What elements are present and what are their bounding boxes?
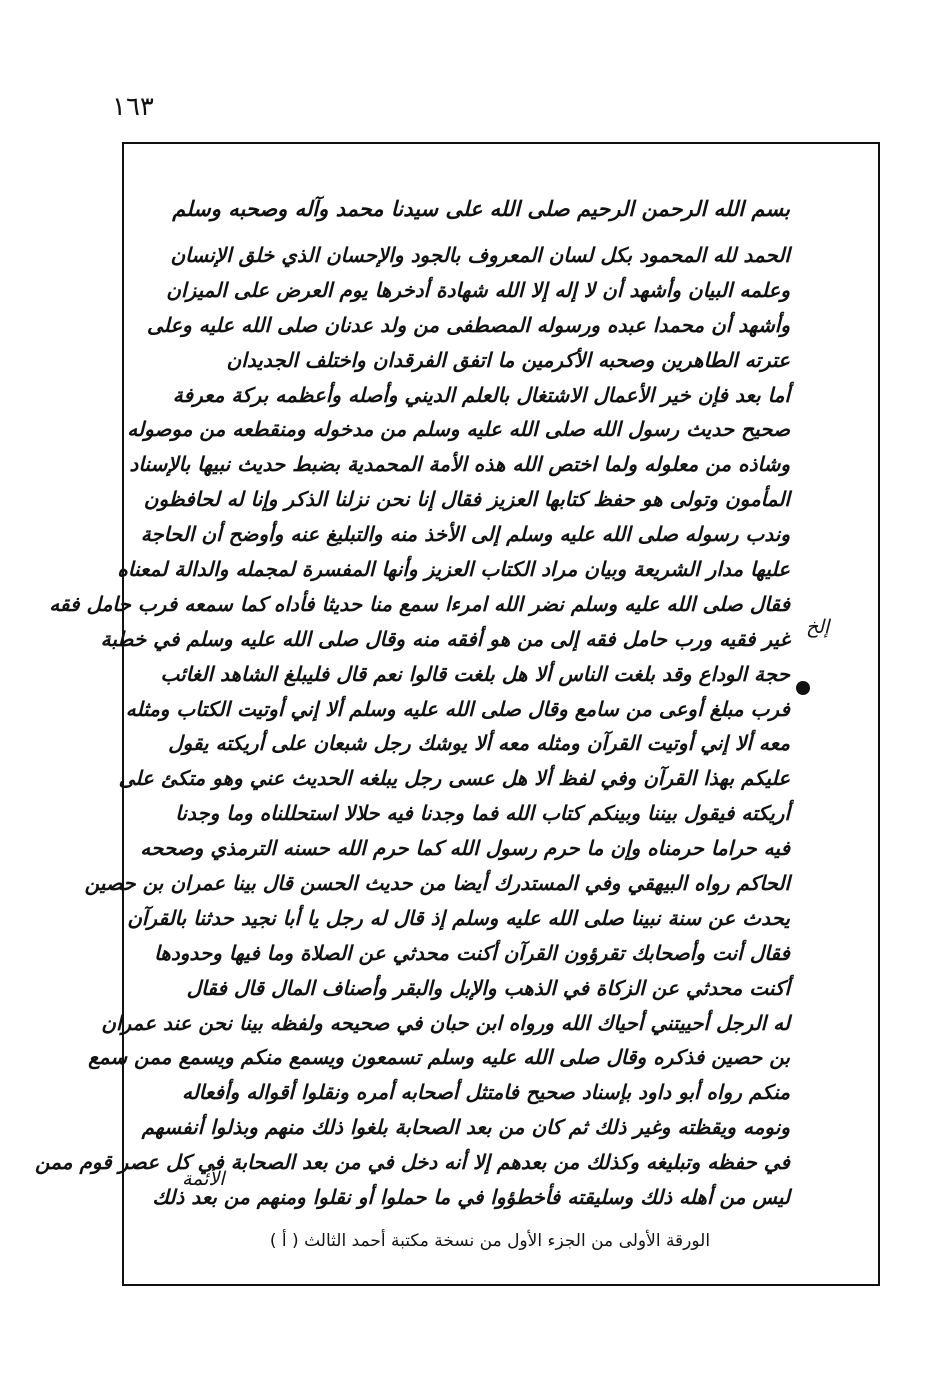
manuscript-line: فيه حراما حرمناه وإن ما حرم رسول الله كما حرم الله حسنه الترمذي وصححه bbox=[140, 836, 790, 861]
manuscript-line: وأشهد أن محمدا عبده ورسوله المصطفى من ولد عدنان صلى الله عليه وعلى bbox=[146, 312, 790, 337]
basmala: بسم الله الرحمن الرحيم صلى الله على سيدنا محمد وآله وصحبه وسلم bbox=[172, 196, 790, 221]
manuscript-line: أكنت محدثي عن الزكاة في الذهب والإبل والبقر وأصناف المال قال فقال bbox=[186, 975, 790, 1000]
page-number: ١٦٣ bbox=[112, 92, 154, 122]
manuscript-line: فرب مبلغ أوعى من سامع وقال صلى الله عليه وسلم ألا إني أوتيت الكتاب ومثله bbox=[125, 696, 790, 721]
manuscript-line: الحمد لله المحمود بكل لسان المعروف بالجود والإحسان الذي خلق الإنسان bbox=[170, 243, 790, 267]
manuscript-line: وشاذه من معلوله ولما اختص الله هذه الأمة المحمدية بضبط حديث نبيها بالإسناد bbox=[129, 452, 790, 477]
manuscript-line: صحيح حديث رسول الله صلى الله عليه وسلم من مدخوله ومنقطعه من موصوله bbox=[127, 417, 790, 442]
manuscript-line: حجة الوداع وقد بلغت الناس ألا هل بلغت قالوا نعم قال فليبلغ الشاهد الغائب bbox=[160, 661, 790, 686]
manuscript-line: منكم رواه أبو داود بإسناد صحيح فامتثل أصحابه أمره ونقلوا أقواله وأفعاله bbox=[181, 1080, 790, 1105]
manuscript-line: فقال أنت وأصحابك تقرؤون القرآن أكنت محدثي عن الصلاة وما فيها وحدودها bbox=[154, 940, 790, 965]
manuscript-line: في حفظه وتبليغه وكذلك من بعدهم إلا أنه دخل في من بعد الصحابة في كل عصر قوم ممن bbox=[34, 1150, 790, 1175]
manuscript-line: الحاكم رواه البيهقي وفي المستدرك أيضا من حديث الحسن قال بينا عمران بن حصين bbox=[84, 871, 790, 896]
manuscript-line: أما بعد فإن خير الأعمال الاشتغال بالعلم الديني وأصله وأعظمه بركة معرفة bbox=[172, 382, 790, 407]
manuscript-line: عليها مدار الشريعة وبيان مراد الكتاب العزيز وأنها المفسرة لمجمله والدالة لمعناه bbox=[117, 557, 790, 582]
manuscript-line: ونومه ويقظته وغير ذلك ثم كان من بعد الصحابة بلغوا ذلك منهم وبذلوا أنفسهم bbox=[141, 1115, 790, 1140]
manuscript-line: يحدث عن سنة نبينا صلى الله عليه وسلم إذ قال له رجل يا أبا نجيد حدثنا بالقرآن bbox=[127, 905, 790, 930]
manuscript-line: معه ألا إني أوتيت القرآن ومثله معه ألا يوشك رجل شبعان على أريكته يقول bbox=[168, 731, 790, 756]
margin-dot-mark bbox=[796, 681, 810, 695]
catchword: الأئمة bbox=[182, 1168, 225, 1190]
manuscript-line: عترته الطاهرين وصحبه الأكرمين ما اتفق الفرقدان واختلف الجديدان bbox=[226, 347, 790, 372]
manuscript-text bbox=[34, 176, 790, 1215]
manuscript-line: المأمون وتولى هو حفظ كتابها العزيز فقال إنا نحن نزلنا الذكر وإنا له لحافظون bbox=[143, 487, 790, 512]
page-caption: الورقة الأولى من الجزء الأول من نسخة مكتبة أحمد الثالث ( أ ) bbox=[269, 1231, 711, 1251]
margin-note: إلخ bbox=[806, 616, 830, 638]
manuscript-line: أريكته فيقول بيننا وبينكم كتاب الله فما وجدنا فيه حلالا استحللناه وما وجدنا bbox=[175, 801, 790, 826]
manuscript-line: بن حصين فذكره وقال صلى الله عليه وسلم تسمعون ويسمع منكم ويسمع ممن سمع bbox=[88, 1045, 790, 1070]
manuscript-line: غير فقيه ورب حامل فقه إلى من هو أفقه منه وقال صلى الله عليه وسلم في خطبة bbox=[100, 626, 790, 651]
manuscript-line: عليكم بهذا القرآن وفي لفظ ألا هل عسى رجل يبلغه الحديث عني وهو متكئ على bbox=[118, 766, 790, 791]
manuscript-line: له الرجل أحييتني أحياك الله ورواه ابن حبان في صحيحه ولفظه بينا نحن عند عمران bbox=[101, 1010, 790, 1035]
manuscript-line: وندب رسوله صلى الله عليه وسلم إلى الأخذ منه والتبليغ عنه وأوضح أن الحاجة bbox=[140, 522, 790, 547]
manuscript-lines bbox=[34, 238, 790, 1215]
manuscript-line: ليس من أهله ذلك وسليقته فأخطؤوا في ما حملوا أو نقلوا ومنهم من بعد ذلك bbox=[152, 1185, 790, 1210]
manuscript-line: وعلمه البيان وأشهد أن لا إله إلا الله شهادة أدخرها يوم العرض على الميزان bbox=[166, 277, 790, 302]
manuscript-line: فقال صلى الله عليه وسلم نضر الله امرءا سمع منا حديثا فأداه كما سمعه فرب حامل فقه bbox=[49, 591, 790, 616]
